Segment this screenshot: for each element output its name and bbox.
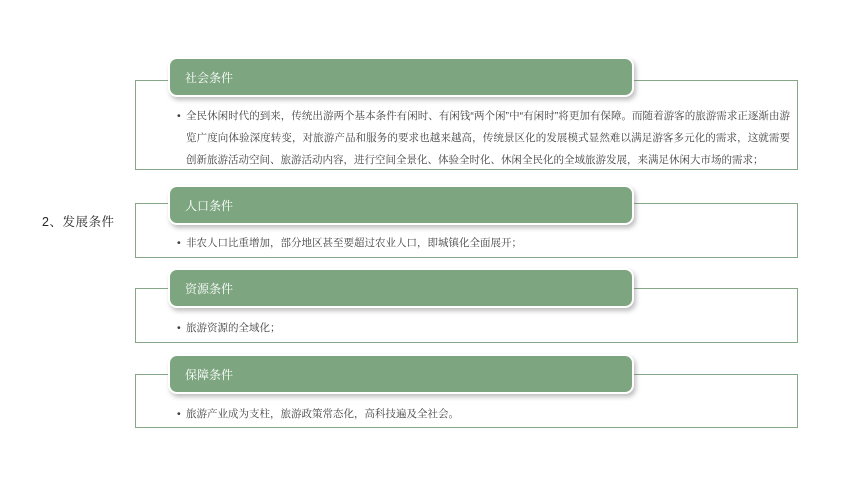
bullet-marker: •: [177, 408, 181, 420]
section-resource-header: [168, 268, 634, 308]
section-population-body: [177, 232, 790, 254]
section-social-body-text: 全民休闲时代的到来，传统出游两个基本条件有闲时、有闲钱“两个闲”中“有闲时”将更加有保障。而随着游客的旅游需求正逐渐由游览广度向体验深度转变，对旅游产品和服务的要求也越来越高，传统景区化的发展模式显然难以满足游客多元化的需求，这就需要创新旅游活动空间、旅游活动内容，进行空间全景化、体验全时化、休闲全民化的全域旅游发展，来满足休闲大市场的需求；: [186, 110, 790, 166]
section-resource-title: 资源条件: [185, 281, 234, 296]
section-social-header: [168, 57, 634, 97]
section-social-title: 社会条件: [185, 70, 234, 85]
section-guarantee-body-text: 旅游产业成为支柱，旅游政策常态化，高科技遍及全社会。: [186, 408, 459, 420]
bullet-marker: •: [177, 322, 181, 334]
section-social-body: [177, 105, 790, 171]
section-population-body-text: 非农人口比重增加，部分地区甚至要超过农业人口，即城镇化全面展开；: [186, 237, 522, 249]
bullet-marker: •: [177, 110, 181, 122]
section-guarantee-title: 保障条件: [185, 367, 234, 382]
section-resource-body-text: 旅游资源的全域化；: [186, 322, 281, 334]
diagram-root-label: 2、发展条件: [42, 215, 115, 229]
section-resource-body: [177, 317, 790, 339]
section-population-title: 人口条件: [185, 198, 234, 213]
bullet-marker: •: [177, 237, 181, 249]
section-guarantee-body: [177, 403, 790, 425]
section-population-header: [168, 185, 634, 225]
section-guarantee-header: [168, 354, 634, 394]
